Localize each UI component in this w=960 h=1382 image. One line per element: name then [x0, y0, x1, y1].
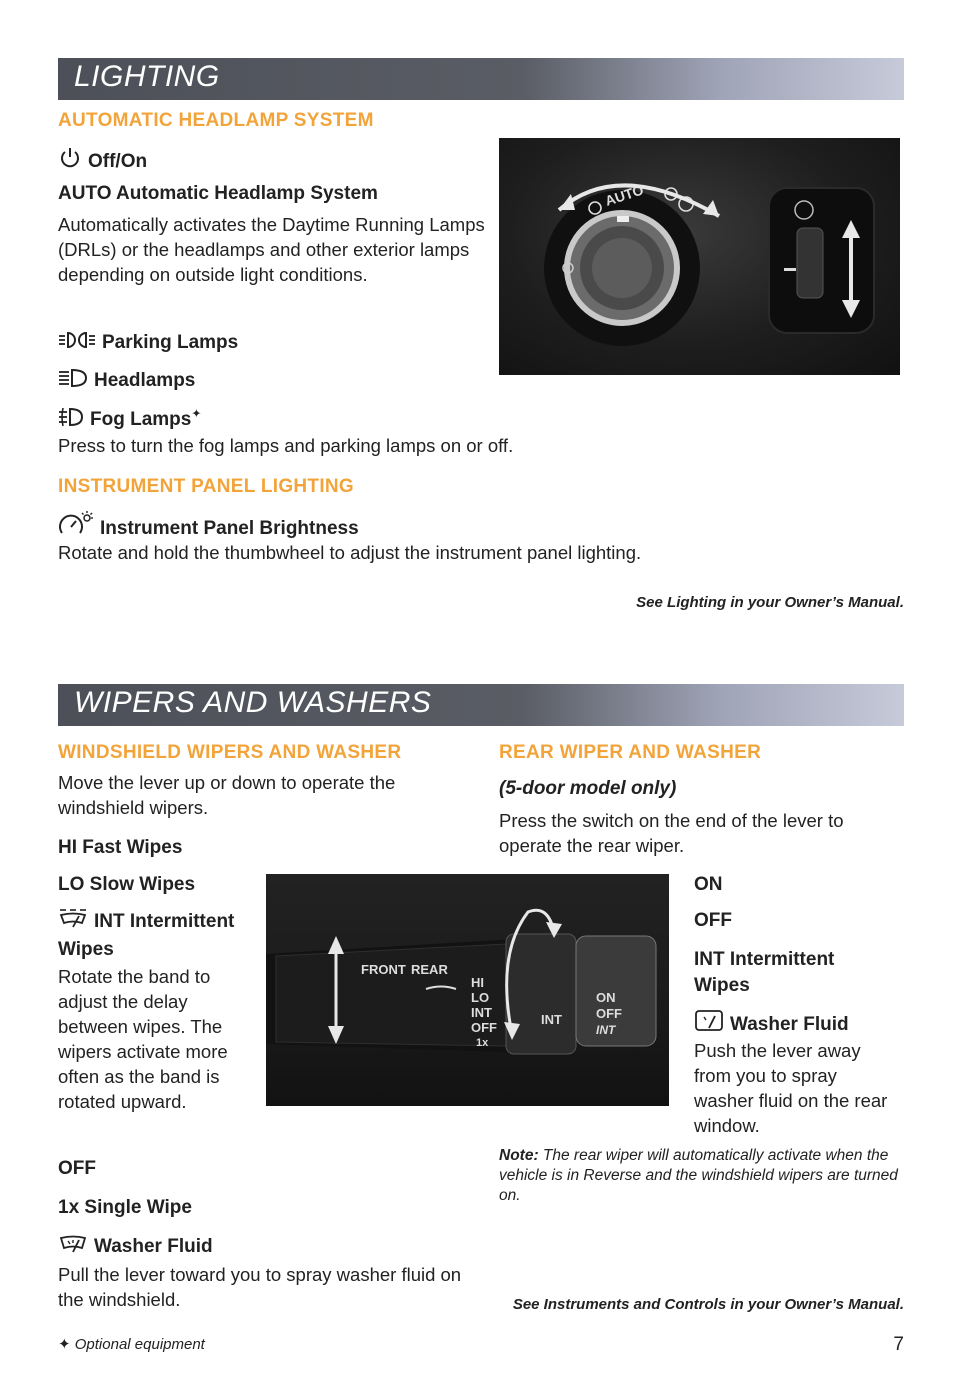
washer-item — [58, 1233, 213, 1261]
photo-on-label: ON — [596, 990, 616, 1005]
int-item — [58, 908, 263, 962]
photo-int-r-label: INT — [596, 1023, 616, 1037]
lo-item: LO Slow Wipes — [58, 874, 196, 895]
windshield-desc: Move the lever up or down to operate the windshield wipers. — [58, 772, 396, 818]
headlamps-item — [58, 367, 195, 395]
off-on-label: Off/On — [88, 151, 148, 172]
auto-desc: Automatically activates the Daytime Running Lamps (DRLs) or the headlamps and other exterior lamps depending on outside light conditions. — [58, 214, 485, 285]
footer-optional — [58, 1332, 205, 1357]
rear-washer-label: Washer Fluid — [730, 1014, 849, 1035]
washer-label: Washer Fluid — [94, 1236, 213, 1257]
rear-washer-desc: Push the lever away from you to spray washer fluid on the rear window. — [694, 1040, 888, 1136]
photo-off-label: OFF — [471, 1020, 497, 1035]
rear-washer-item — [694, 1009, 849, 1039]
photo-int-label: INT — [471, 1005, 492, 1020]
footer-optional-mark: ✦ — [58, 1336, 71, 1353]
wipers-see-manual: See Instruments and Controls in your Owner’s Manual. — [512, 1296, 904, 1313]
auto-title: AUTO Automatic Headlamp System — [58, 183, 378, 204]
brightness-item — [58, 511, 359, 543]
instrument-brightness-icon — [58, 511, 94, 543]
hi-item: HI Fast Wipes — [58, 837, 183, 858]
brightness-label: Instrument Panel Brightness — [100, 518, 359, 539]
note-text: The rear wiper will automatically activate when the vehicle is in Reverse and the windshield wipers are turned on. — [499, 1147, 898, 1204]
note-label: Note: — [499, 1147, 539, 1164]
washer-desc: Pull the lever toward you to spray washer fluid on the windshield. — [58, 1264, 462, 1310]
intermittent-wiper-icon — [58, 908, 88, 937]
fog-desc: Press to turn the fog lamps and parking lamps on or off. — [58, 435, 514, 456]
headlamps-icon — [58, 367, 88, 395]
fog-label: Fog Lamps — [90, 409, 192, 430]
int-desc: Rotate the band to adjust the delay between wipes. The wipers activate more often as the band is rotated upward. — [58, 966, 228, 1112]
off-item: OFF — [58, 1158, 96, 1179]
rear-desc: Press the switch on the end of the lever to operate the rear wiper. — [499, 810, 844, 856]
photo-int2-label: INT — [541, 1012, 562, 1027]
rear-model-note: (5-door model only) — [499, 778, 677, 799]
rear-int-item: INT Intermittent Wipes — [694, 949, 835, 996]
photo-lo-label: LO — [471, 990, 490, 1005]
lighting-banner-title: LIGHTING — [74, 60, 220, 93]
wipers-banner-title: WIPERS AND WASHERS — [74, 686, 432, 719]
footer-optional-text: Optional equipment — [74, 1336, 205, 1353]
photo-1x-label: 1x — [476, 1037, 489, 1049]
rear-off-item: OFF — [694, 910, 732, 931]
headlamps-label: Headlamps — [94, 370, 196, 391]
photo-hi-label: HI — [471, 975, 484, 990]
rear-on-item: ON — [694, 874, 723, 895]
headlamp-switch-photo — [499, 138, 900, 375]
int-label: INT Intermittent Wipes — [58, 911, 235, 960]
single-wipe-item: 1x Single Wipe — [58, 1197, 192, 1218]
photo-off-r-label: OFF — [596, 1006, 622, 1021]
rear-note — [499, 1146, 904, 1206]
power-icon — [58, 146, 82, 176]
fog-item — [58, 406, 201, 434]
auto-headlamp-heading: AUTOMATIC HEADLAMP SYSTEM — [58, 110, 374, 131]
wipers-banner — [58, 684, 904, 726]
windshield-heading: WINDSHIELD WIPERS AND WASHER — [58, 742, 402, 763]
lighting-see-manual: See Lighting in your Owner’s Manual. — [636, 594, 904, 611]
parking-item — [58, 329, 238, 357]
wiper-lever-photo — [266, 874, 669, 1106]
photo-front-label: FRONT — [361, 962, 406, 977]
brightness-desc: Rotate and hold the thumbwheel to adjust the instrument panel lighting. — [58, 542, 642, 563]
photo-rear-label: REAR — [411, 962, 448, 977]
rear-washer-icon — [694, 1009, 724, 1039]
parking-label: Parking Lamps — [102, 332, 239, 353]
off-on-item — [58, 146, 147, 176]
rear-heading: REAR WIPER AND WASHER — [499, 742, 762, 763]
optional-mark: ✦ — [191, 406, 202, 421]
photo-auto-label: AUTO — [602, 181, 646, 209]
fog-lamps-icon — [58, 406, 84, 434]
lighting-banner — [58, 58, 904, 100]
page-number: 7 — [893, 1334, 904, 1355]
instrument-heading: INSTRUMENT PANEL LIGHTING — [58, 476, 355, 497]
windshield-washer-icon — [58, 1233, 88, 1261]
parking-lamps-icon — [58, 329, 96, 357]
